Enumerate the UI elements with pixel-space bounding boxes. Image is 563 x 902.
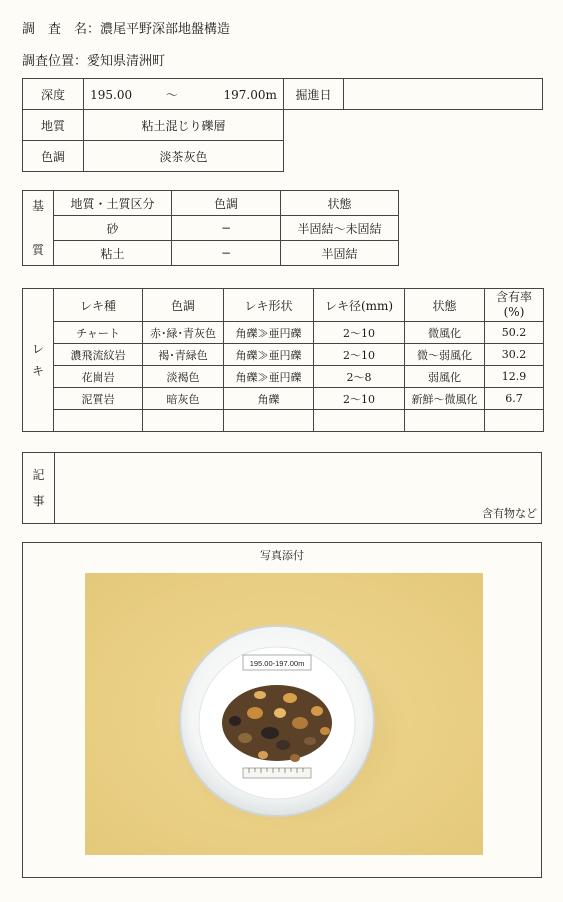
geology-label: 地質 xyxy=(23,110,84,141)
gravel-cell: 30.2 xyxy=(485,344,544,366)
survey-name-label: 調 査 名： xyxy=(22,22,101,37)
depth-from: 195.00 xyxy=(90,87,133,102)
matrix-side-label-2: 質 xyxy=(31,243,44,257)
gravel-header: レキ種 xyxy=(54,289,143,322)
gravel-cell: 赤･緑･青灰色 xyxy=(143,322,224,344)
matrix-side-label-1: 基 xyxy=(31,199,44,213)
matrix-table xyxy=(22,190,399,266)
photo-title: 写真添付 xyxy=(260,549,304,562)
gravel-header-content xyxy=(485,289,544,322)
gravel-cell: 角礫≫亜円礫 xyxy=(224,322,314,344)
table-row xyxy=(23,241,399,266)
matrix-cell: − xyxy=(172,241,281,266)
gravel-cell xyxy=(485,410,544,432)
gravel-cell: 暗灰色 xyxy=(143,388,224,410)
table-row xyxy=(23,410,544,432)
survey-location-line xyxy=(22,50,165,69)
table-row xyxy=(23,344,544,366)
gravel-side-label-2: キ xyxy=(31,364,44,378)
gravel-header: 含有率 xyxy=(495,290,532,304)
gravel-cell: 50.2 xyxy=(485,322,544,344)
notes-box xyxy=(22,452,542,524)
depth-to: 197.00m xyxy=(223,87,277,102)
matrix-side-label xyxy=(23,191,54,266)
gravel-cell: 泥質岩 xyxy=(54,388,143,410)
gravel-cell xyxy=(314,410,405,432)
survey-name: 濃尾平野深部地盤構造 xyxy=(100,22,231,37)
depth-separator: 〜 xyxy=(165,87,178,102)
matrix-cell: 砂 xyxy=(54,216,172,241)
gravel-cell xyxy=(224,410,314,432)
gravel-side-label-1: レ xyxy=(31,342,44,356)
gravel-header: レキ径(mm) xyxy=(314,289,405,322)
matrix-cell: − xyxy=(172,216,281,241)
table-row xyxy=(23,216,399,241)
gravel-cell: 2〜8 xyxy=(314,366,405,388)
gravel-header: 状態 xyxy=(405,289,485,322)
sample-label: 195.00-197.00m xyxy=(249,659,305,668)
geology-value: 粘土混じり礫層 xyxy=(84,110,284,141)
gravel-cell: 褐･青緑色 xyxy=(143,344,224,366)
matrix-cell: 半固結〜未固結 xyxy=(281,216,399,241)
gravel-cell: 角礫 xyxy=(224,388,314,410)
gravel-cell xyxy=(143,410,224,432)
gravel-cell: 角礫≫亜円礫 xyxy=(224,344,314,366)
color-label: 色調 xyxy=(23,141,84,172)
gravel-cell: 角礫≫亜円礫 xyxy=(224,366,314,388)
table-row xyxy=(23,388,544,410)
survey-location-label: 調査位置： xyxy=(22,54,88,69)
notes-hint: 含有物など xyxy=(482,507,537,520)
notes-label-1: 記 xyxy=(32,468,45,482)
matrix-cell: 半固結 xyxy=(281,241,399,266)
gravel-cell: 新鮮〜微風化 xyxy=(405,388,485,410)
photo-box xyxy=(22,542,542,878)
summary-table xyxy=(22,78,543,172)
notes-label xyxy=(23,453,55,523)
gravel-cell: 6.7 xyxy=(485,388,544,410)
gravel-cell: 淡褐色 xyxy=(143,366,224,388)
gravel-cell: 弱風化 xyxy=(405,366,485,388)
scale-ruler xyxy=(243,768,311,778)
sample-photo xyxy=(85,573,483,855)
table-row xyxy=(23,366,544,388)
depth-value-cell xyxy=(84,79,284,110)
gravel-cell: 花崗岩 xyxy=(54,366,143,388)
matrix-header: 色調 xyxy=(172,191,281,216)
table-row xyxy=(23,322,544,344)
gravel-cell: チャート xyxy=(54,322,143,344)
progress-value xyxy=(344,79,543,110)
gravel-cell xyxy=(405,410,485,432)
matrix-header: 状態 xyxy=(281,191,399,216)
gravel-cell: 濃飛流紋岩 xyxy=(54,344,143,366)
survey-name-line xyxy=(22,18,230,37)
depth-label: 深度 xyxy=(23,79,84,110)
gravel-header: 色調 xyxy=(143,289,224,322)
survey-location: 愛知県清洲町 xyxy=(87,54,166,69)
gravel-cell: 2〜10 xyxy=(314,322,405,344)
gravel-header-unit: (%) xyxy=(503,305,525,319)
gravel-cell: 微風化 xyxy=(405,322,485,344)
matrix-cell: 粘土 xyxy=(54,241,172,266)
color-value: 淡茶灰色 xyxy=(84,141,284,172)
notes-label-2: 事 xyxy=(32,494,45,508)
gravel-cell xyxy=(54,410,143,432)
gravel-cell: 微〜弱風化 xyxy=(405,344,485,366)
gravel-cell: 12.9 xyxy=(485,366,544,388)
gravel-table xyxy=(22,288,544,432)
gravel-cell: 2〜10 xyxy=(314,388,405,410)
gravel-cell: 2〜10 xyxy=(314,344,405,366)
gravel-side-label xyxy=(23,289,54,432)
gravel-header: レキ形状 xyxy=(224,289,314,322)
matrix-header: 地質・土質区分 xyxy=(54,191,172,216)
progress-label: 掘進日 xyxy=(284,79,344,110)
